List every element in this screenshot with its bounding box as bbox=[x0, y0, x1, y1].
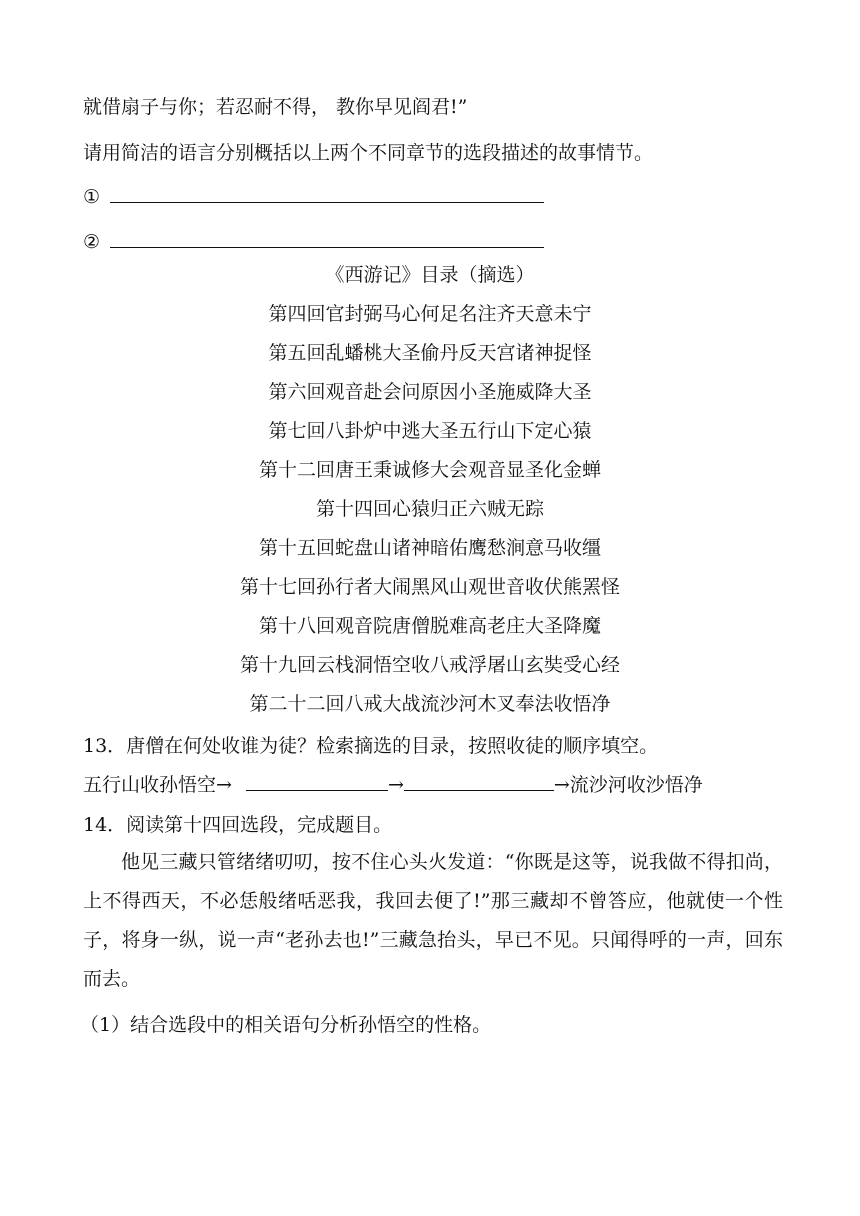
answer-blank-1[interactable] bbox=[110, 184, 544, 203]
question-13-fill-line bbox=[83, 772, 703, 798]
toc-item: 第六回观音赴会问原因小圣施威降大圣 bbox=[268, 381, 592, 403]
toc-item: 第十四回心猿归正六贼无踪 bbox=[315, 498, 544, 520]
answer-marker-2: ② bbox=[83, 231, 101, 253]
passage-ending-line: 就借扇子与你；若忍耐不得， 教你早见阎君!” bbox=[83, 96, 468, 118]
q13-blank-1[interactable] bbox=[246, 772, 388, 791]
answer-line-2 bbox=[83, 229, 544, 255]
toc-item: 第五回乱蟠桃大圣偷丹反天宫诸神捉怪 bbox=[268, 342, 592, 364]
q13-start-text: 五行山收孙悟空→ bbox=[83, 774, 232, 796]
q13-blank-2[interactable] bbox=[404, 772, 554, 791]
reading-passage: 他见三藏只管绪绪叨叨，按不住心头火发道：“你既是这等，说我做不得扣尚，上不得西天，不必恁般绪咶恶我，我回去便了!”那三藏却不曾答应，他就使一个性子，将身一纵，说一声“老孙去也!”三藏急抬头，早已不见。只闻得呼的一声，回东而去。 bbox=[83, 851, 783, 990]
toc-item: 第十八回观音院唐僧脱难高老庄大圣降魔 bbox=[258, 615, 601, 637]
toc-item: 第二十二回八戒大战流沙河木叉奉法收悟净 bbox=[249, 693, 611, 715]
toc-title: 《西游记》目录（摘选） bbox=[325, 264, 535, 286]
q13-end-text: →流沙河收沙悟净 bbox=[553, 774, 703, 796]
toc-item: 第七回八卦炉中逃大圣五行山下定心猿 bbox=[268, 420, 592, 442]
answer-marker-1: ① bbox=[83, 186, 101, 208]
question-14-sub-1: （1）结合选段中的相关语句分析孙悟空的性格。 bbox=[80, 1014, 492, 1036]
toc-item: 第十七回孙行者大闹黑风山观世音收伏熊罴怪 bbox=[239, 576, 620, 598]
answer-line-1 bbox=[83, 184, 544, 210]
question-14: 14．阅读第十四回选段，完成题目。 bbox=[83, 814, 393, 836]
toc-item: 第十二回唐王秉诚修大会观音显圣化金蝉 bbox=[258, 459, 601, 481]
toc-item: 第四回官封弼马心何足名注齐天意未宁 bbox=[268, 303, 592, 325]
toc-item: 第十五回蛇盘山诸神暗佑鹰愁涧意马收缰 bbox=[258, 537, 601, 559]
q13-arrow: → bbox=[387, 774, 404, 796]
toc-item: 第十九回云栈洞悟空收八戒浮屠山玄奘受心经 bbox=[239, 654, 620, 676]
summary-question: 请用简洁的语言分别概括以上两个不同章节的选段描述的故事情节。 bbox=[83, 142, 654, 164]
answer-blank-2[interactable] bbox=[110, 229, 544, 248]
question-13: 13．唐僧在何处收谁为徒？检索摘选的目录，按照收徒的顺序填空。 bbox=[83, 735, 659, 757]
